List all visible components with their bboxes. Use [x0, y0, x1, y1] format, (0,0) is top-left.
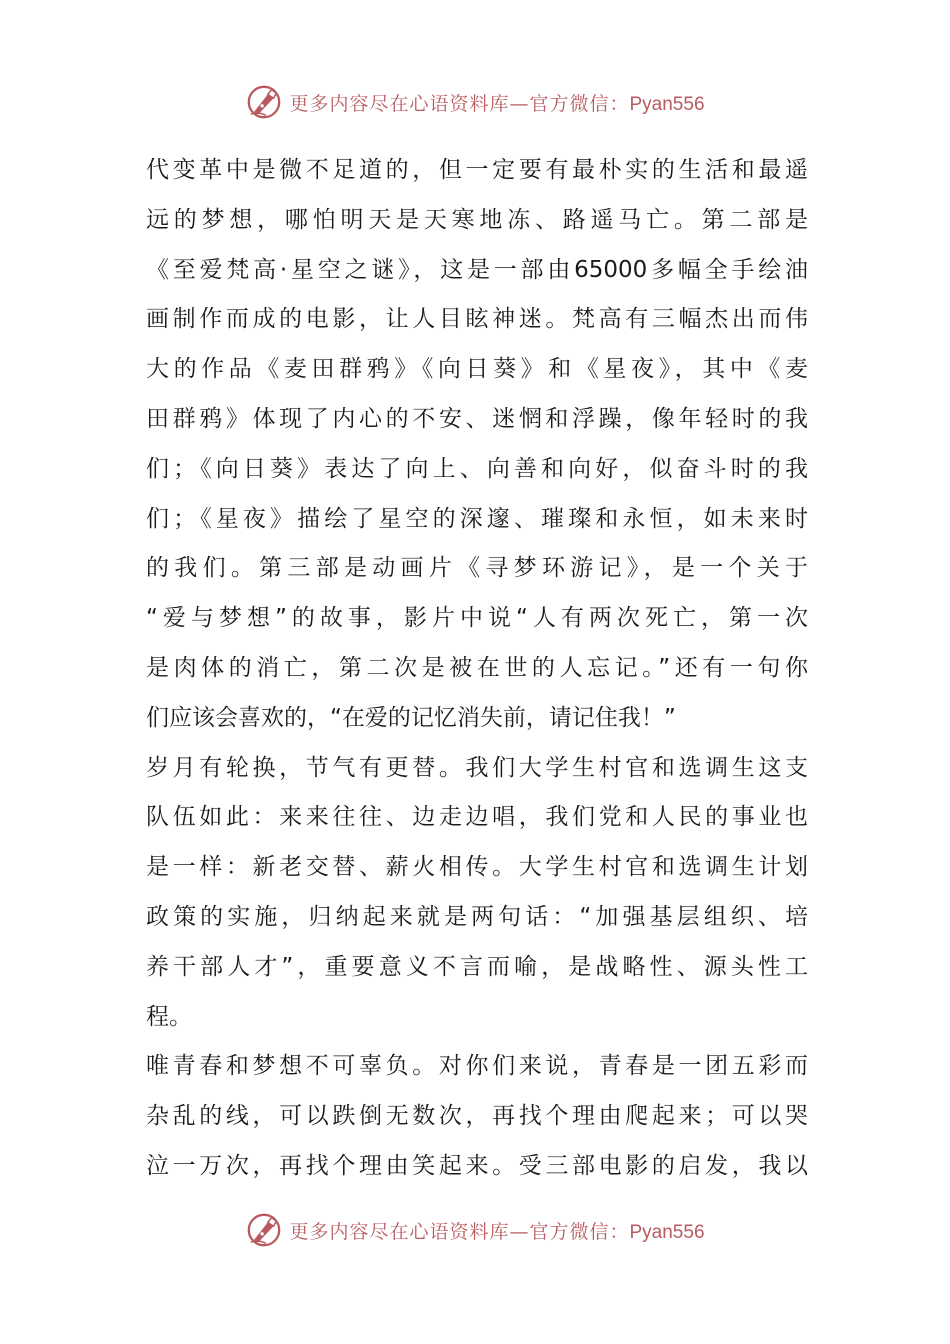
text-line: 泣一万次，再找个理由笑起来。受三部电影的启发，我以: [146, 1152, 808, 1179]
text-line: 田群鸦》体现了内心的不安、迷惘和浮躁，像年轻时的我: [146, 405, 808, 432]
text-line: 养干部人才”，重要意义不言而喻，是战略性、源头性工: [146, 953, 808, 980]
text-line: 代变革中是微不足道的，但一定要有最朴实的生活和最遥: [146, 157, 808, 183]
text-line: 远的梦想，哪怕明天是天寒地冻、路遥马亡。第二部是: [146, 206, 808, 233]
text-line: 画制作而成的电影，让人目眩神迷。梵高有三幅杰出而伟: [146, 306, 808, 333]
text-line: 们；《向日葵》表达了向上、向善和向好，似奋斗时的我: [146, 455, 808, 482]
text-line: 是一样：新老交替、薪火相传。大学生村官和选调生计划: [146, 854, 808, 881]
text-line: 唯青春和梦想不可辜负。对你们来说，青春是一团五彩而: [146, 1053, 808, 1080]
text-line: 政策的实施，归纳起来就是两句话：“加强基层组织、培: [146, 903, 808, 930]
footer-banner-text: [289, 1217, 704, 1244]
header-banner-text: [289, 89, 704, 116]
text-line: 程。: [146, 1003, 192, 1030]
pen-nib-logo-icon: [245, 83, 283, 121]
text-line: 岁月有轮换，节气有更替。我们大学生村官和选调生这支: [146, 754, 808, 781]
text-line: “爱与梦想”的故事，影片中说“人有两次死亡，第一次: [146, 605, 808, 632]
header-banner: [0, 80, 950, 124]
footer-wechat-id: Pyan556: [629, 1221, 705, 1243]
text-line: 们；《星夜》描绘了星空的深邃、璀璨和永恒，如未来时: [146, 505, 808, 532]
text-line: 《至爱梵高·星空之谜》，这是一部由65000多幅全手绘油: [146, 256, 808, 283]
text-line: 大的作品《麦田群鸦》《向日葵》和《星夜》，其中《麦: [146, 356, 808, 383]
footer-banner: [0, 1208, 950, 1252]
header-banner-prefix: 更多内容尽在心语资料库—官方微信：: [289, 92, 630, 115]
header-wechat-id: Pyan556: [629, 93, 705, 115]
text-line: 的我们。第三部是动画片《寻梦环游记》，是一个关于: [146, 555, 808, 582]
document-body: [146, 146, 808, 1192]
text-line: 是肉体的消亡，第二次是被在世的人忘记。”还有一句你: [146, 654, 808, 681]
pen-nib-logo-icon: [245, 1211, 283, 1249]
text-line: 们应该会喜欢的，“在爱的记忆消失前，请记住我！”: [146, 704, 676, 731]
text-line: 队伍如此：来来往往、边走边唱，我们党和人民的事业也: [146, 804, 808, 831]
footer-banner-prefix: 更多内容尽在心语资料库—官方微信：: [289, 1220, 630, 1243]
text-line: 杂乱的线，可以跌倒无数次，再找个理由爬起来；可以哭: [146, 1103, 808, 1130]
